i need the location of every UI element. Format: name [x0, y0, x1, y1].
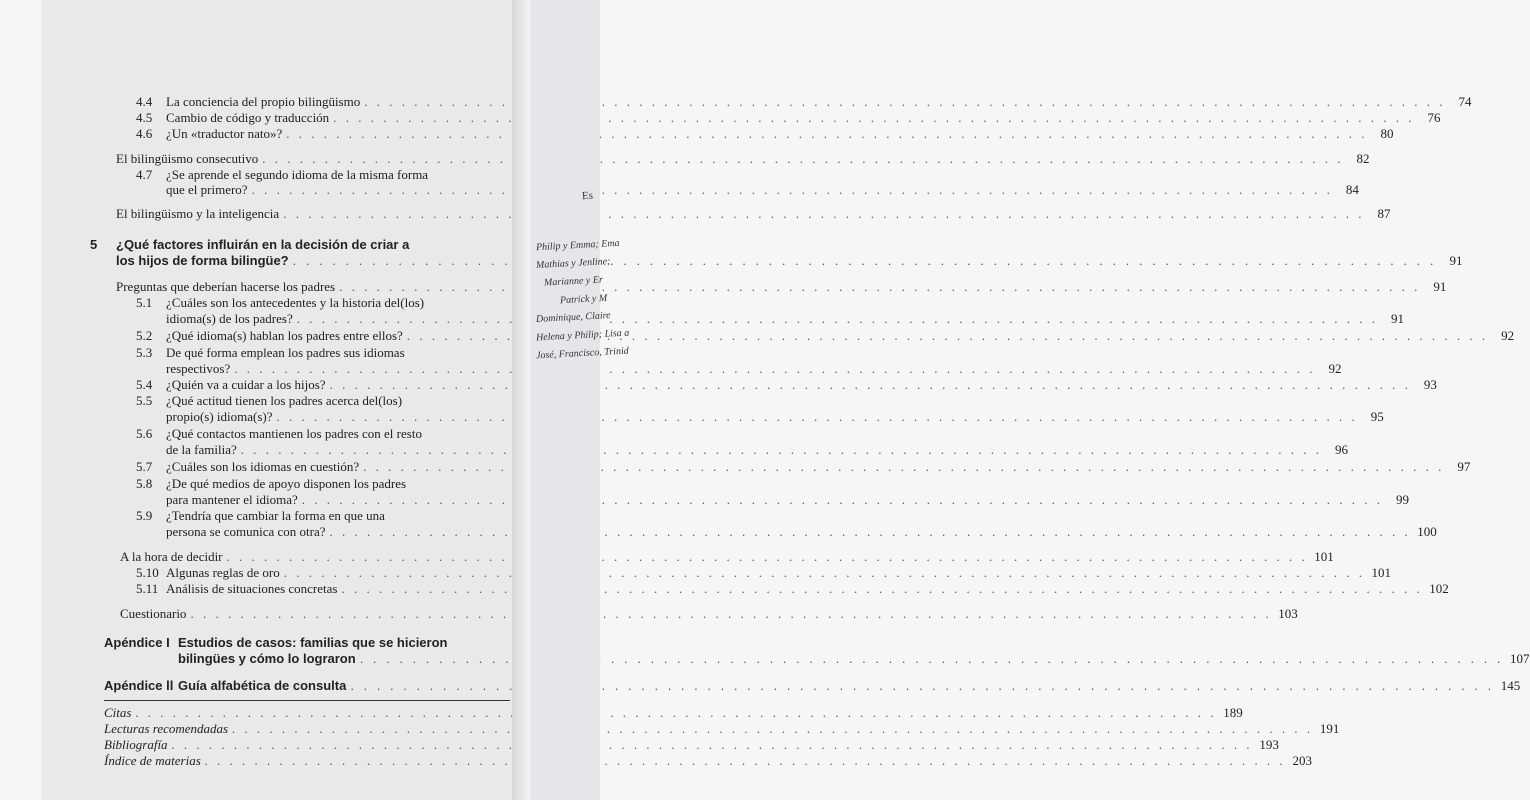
entry-page: 100: [1417, 524, 1437, 539]
chapter-title: ¿Qué factores influirán en la decisión de criar a: [116, 237, 410, 252]
leader-dots: [172, 737, 1253, 752]
chapter-title-cont: los hijos de forma bilingüe?: [116, 253, 289, 268]
entry-title: ¿Qué idioma(s) hablan los padres entre ellos?: [166, 328, 403, 343]
entry-number: 5.7: [136, 459, 153, 474]
entry-page: 95: [1370, 409, 1384, 424]
entry-title: La conciencia del propio bilingüismo: [166, 94, 361, 109]
entry-page: 91: [1449, 253, 1463, 268]
entry-title: El bilingüismo consecutivo: [116, 151, 259, 166]
entry-page: 203: [1292, 753, 1313, 768]
entry-page: 93: [1423, 377, 1437, 392]
entry-title: De qué forma emplean los padres sus idiomas: [166, 345, 405, 360]
toc-entry-decidir: [120, 549, 1334, 564]
entry-number: 5.9: [136, 508, 153, 523]
toc-entry-4-7-line1: [136, 167, 428, 182]
toc-entry-citas: [104, 705, 1243, 720]
entry-title: ¿Qué contactos mantienen los padres con el resto: [166, 426, 422, 441]
entry-page: 193: [1259, 737, 1279, 752]
leader-dots: [330, 377, 1411, 392]
leader-dots: [205, 753, 1286, 768]
toc-entry-5-6-line1: [136, 426, 422, 441]
leader-dots: [262, 151, 1343, 166]
entry-number: 5.2: [136, 328, 153, 343]
entry-title: ¿Cuáles son los antecedentes y la historia del(los): [166, 295, 425, 310]
entry-number: 5.4: [136, 377, 153, 392]
entry-title-cont: de la familia?: [166, 442, 237, 457]
toc-entry-consecutivo: [116, 151, 1370, 166]
toc-entry-5-9-line1: [136, 508, 385, 523]
leader-dots: [330, 524, 1411, 539]
entry-title-cont: persona se comunica con otra?: [166, 524, 326, 539]
entry-title: ¿Cuáles son los idiomas en cuestión?: [166, 459, 360, 474]
leader-dots: [135, 705, 1216, 720]
toc-entry-4-5: [136, 110, 1441, 125]
toc-entry-5-9-line2: [166, 524, 1437, 539]
toc-entry-4-6: [136, 126, 1394, 141]
chapter-number: 5: [90, 237, 98, 252]
entry-page: 97: [1457, 459, 1471, 474]
leader-dots: [284, 565, 1365, 580]
toc-entry-5-3-line2: [166, 361, 1342, 376]
entry-page: 92: [1328, 361, 1342, 376]
entry-page: 102: [1429, 581, 1449, 596]
entry-page: 76: [1427, 110, 1441, 125]
entry-title-cont: respectivos?: [166, 361, 231, 376]
facing-page-line: Marianne y Er: [543, 274, 604, 289]
toc-entry-5-10: [136, 565, 1391, 580]
entry-title: ¿Qué actitud tienen los padres acerca del(los): [166, 393, 403, 408]
appendix-number: Apéndice I: [104, 635, 170, 650]
toc-entry-bibliografia: [104, 737, 1279, 752]
entry-title: ¿De qué medios de apoyo disponen los padres: [166, 476, 407, 491]
facing-page-line: José, Francisco, Trinid: [535, 345, 630, 362]
entry-title-cont: que el primero?: [166, 182, 248, 197]
entry-title: Cuestionario: [120, 606, 187, 621]
leader-dots: [252, 182, 1333, 197]
leader-dots: [286, 126, 1367, 141]
leader-dots: [227, 549, 1308, 564]
toc-entry-5-6-line2: [166, 442, 1348, 457]
entry-page: 107: [1510, 651, 1530, 666]
leader-dots: [302, 492, 1383, 507]
entry-page: 101: [1371, 565, 1391, 580]
entry-number: 4.6: [136, 126, 153, 141]
entry-title-cont: propio(s) idioma(s)?: [166, 409, 273, 424]
entry-title: Algunas reglas de oro: [166, 565, 280, 580]
entry-title: Lecturas recomendadas: [104, 721, 229, 736]
toc-entry-5-7: [136, 459, 1471, 474]
leader-dots: [241, 442, 1322, 457]
entry-page: 191: [1319, 721, 1340, 736]
leader-dots: [293, 253, 1437, 268]
entry-title: A la hora de decidir: [120, 549, 223, 564]
entry-page: 101: [1314, 549, 1334, 564]
facing-page-line: Helena y Philip; Lisa a: [535, 327, 630, 344]
facing-page: [530, 0, 630, 800]
toc-appendix-1-line1: [104, 635, 447, 650]
facing-page-line: Dominique, Claire: [535, 310, 611, 325]
entry-title: ¿Quién va a cuidar a los hijos?: [166, 377, 326, 392]
facing-page-line: Patrick y M: [559, 292, 608, 307]
toc-entry-5-4: [136, 377, 1437, 392]
entry-number: 5.11: [136, 581, 159, 596]
book-gutter: [512, 0, 530, 800]
entry-title: ¿Se aprende el segundo idioma de la misma forma: [166, 167, 429, 182]
appendix-number: Apéndice ll: [104, 678, 174, 693]
leader-dots: [277, 409, 1358, 424]
toc-entry-5-11: [136, 581, 1449, 596]
entry-page: 74: [1458, 94, 1472, 109]
toc-entry-cuestionario: [120, 606, 1298, 621]
leader-dots: [297, 311, 1378, 326]
entry-page: 91: [1433, 279, 1447, 294]
entry-number: 5.10: [136, 565, 159, 580]
leader-dots: [234, 361, 1315, 376]
entry-title: ¿Tendría que cambiar la forma en que una: [166, 508, 385, 523]
entry-title: Citas: [104, 705, 132, 720]
entry-page: 91: [1390, 311, 1404, 326]
entry-title: El bilingüismo y la inteligencia: [116, 206, 280, 221]
leader-dots: [190, 606, 1271, 621]
entry-page: 82: [1356, 151, 1370, 166]
entry-number: 5.1: [136, 295, 153, 310]
facing-page-line: Mathias y Jenline;: [535, 256, 611, 271]
entry-number: 4.7: [136, 167, 153, 182]
entry-number: 4.5: [136, 110, 153, 125]
entry-title: Preguntas que deberían hacerse los padres: [116, 279, 336, 294]
toc-entry-5-8-line2: [166, 492, 1409, 507]
toc-entry-5-5-line1: [136, 393, 402, 408]
facing-page-heading: Es: [581, 189, 594, 203]
toc-entry-5-3-line1: [136, 345, 405, 360]
leader-dots: [283, 206, 1364, 221]
entry-title: Análisis de situaciones concretas: [166, 581, 338, 596]
entry-number: 5.3: [136, 345, 153, 360]
entry-page: 145: [1500, 678, 1521, 693]
toc-entry-5-8-line1: [136, 476, 406, 491]
toc-entry-lecturas: [104, 721, 1340, 736]
entry-page: 189: [1223, 705, 1243, 720]
entry-title: Índice de materias: [104, 753, 201, 768]
entry-page: 96: [1335, 442, 1348, 457]
entry-page: 80: [1380, 126, 1394, 141]
entry-number: 5.5: [136, 393, 153, 408]
toc-entry-indice: [104, 753, 1313, 768]
entry-title: ¿Un «traductor nato»?: [166, 126, 283, 141]
appendix-title-cont: bilingües y cómo lo lograron: [178, 651, 356, 666]
entry-page: 92: [1501, 328, 1515, 343]
leader-dots: [341, 581, 1422, 596]
entry-page: 99: [1396, 492, 1409, 507]
toc-entry-inteligencia: [116, 206, 1391, 221]
entry-page: 87: [1377, 206, 1391, 221]
toc-chapter-5-line1: [90, 237, 409, 252]
toc-entry-5-5-line2: [166, 409, 1384, 424]
leader-dots: [339, 279, 1420, 294]
entry-number: 5.8: [136, 476, 153, 491]
entry-page: 84: [1345, 182, 1359, 197]
entry-title-cont: para mantener el idioma?: [166, 492, 298, 507]
toc-entry-5-1-line1: [136, 295, 424, 310]
toc-appendix-2: [104, 678, 1521, 693]
facing-page-line: Philip y Emma; Ema: [535, 237, 620, 254]
entry-page: 103: [1278, 606, 1298, 621]
appendix-title: Estudios de casos: familias que se hicieron: [178, 635, 448, 650]
entry-number: 5.6: [136, 426, 153, 441]
toc-appendix-1-line2: [178, 651, 1530, 666]
entry-title: Cambio de código y traducción: [166, 110, 330, 125]
toc-entry-4-4: [136, 94, 1472, 109]
leader-dots: [333, 110, 1414, 125]
entry-title-cont: idioma(s) de los padres?: [166, 311, 293, 326]
section-divider: [104, 700, 510, 701]
leader-dots: [232, 721, 1313, 736]
entry-number: 4.4: [136, 94, 153, 109]
entry-title: Bibliografía: [104, 737, 168, 752]
appendix-title: Guía alfabética de consulta: [178, 678, 347, 693]
